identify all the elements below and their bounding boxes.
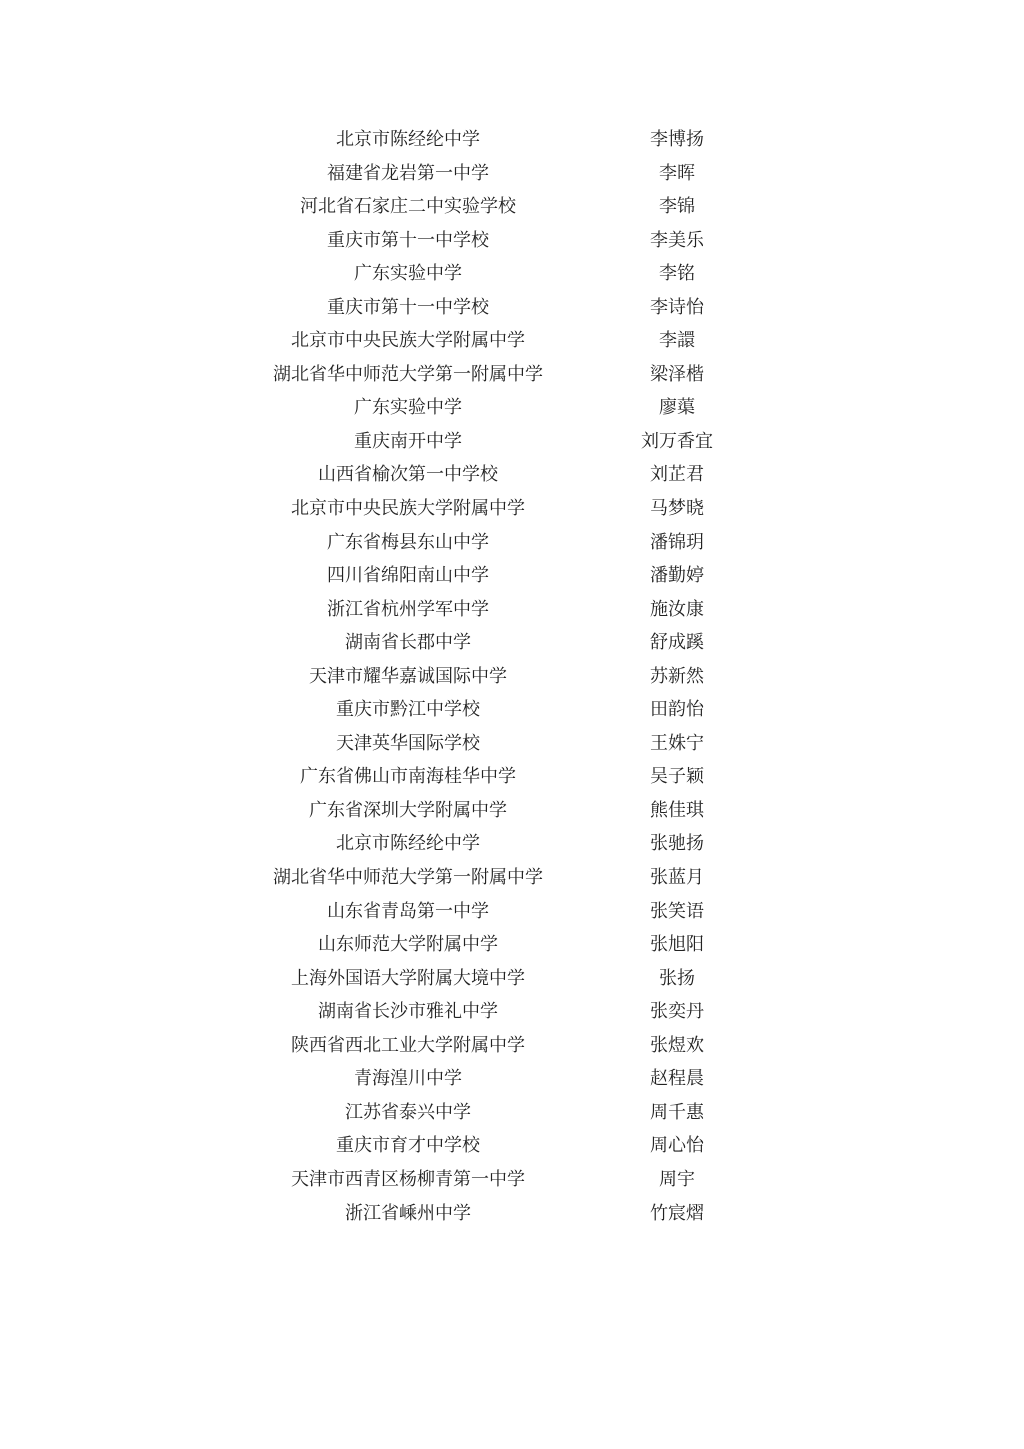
student-name: 李博扬 xyxy=(650,129,704,150)
school-name: 重庆市第十一中学校 xyxy=(327,296,489,318)
list-row xyxy=(0,257,1024,291)
list-row xyxy=(0,391,1024,425)
school-name: 广东省梅县东山中学 xyxy=(327,531,489,553)
list-row xyxy=(0,1062,1024,1096)
list-row xyxy=(0,1029,1024,1063)
student-name: 施汝康 xyxy=(650,598,704,620)
list-row xyxy=(0,794,1024,828)
school-name: 四川省绵阳南山中学 xyxy=(327,565,489,587)
student-name: 张旭阳 xyxy=(650,934,704,956)
school-name: 山东师范大学附属中学 xyxy=(318,934,498,956)
school-name: 湖北省华中师范大学第一附属中学 xyxy=(273,363,543,385)
student-name: 舒成蹊 xyxy=(650,632,704,654)
student-name: 吴子颖 xyxy=(650,766,704,788)
student-name: 张煜欢 xyxy=(650,1034,704,1056)
list-row xyxy=(0,224,1024,258)
student-name: 周心怡 xyxy=(650,1135,704,1157)
list-row xyxy=(0,157,1024,191)
student-name: 李譞 xyxy=(659,330,695,352)
student-name: 苏新然 xyxy=(650,665,704,687)
student-name: 张奕丹 xyxy=(650,1001,704,1023)
student-name: 张驰扬 xyxy=(650,833,704,855)
list-row xyxy=(0,526,1024,560)
list-row xyxy=(0,660,1024,694)
school-name: 北京市中央民族大学附属中学 xyxy=(291,498,525,520)
school-name: 湖南省长沙市雅礼中学 xyxy=(318,1001,498,1023)
school-name: 山东省青岛第一中学 xyxy=(327,900,489,922)
list-row xyxy=(0,593,1024,627)
student-name: 张笑语 xyxy=(650,900,704,922)
school-name: 河北省石家庄二中实验学校 xyxy=(300,196,516,218)
school-name: 天津市耀华嘉诚国际中学 xyxy=(309,665,507,687)
student-name: 张扬 xyxy=(659,967,695,989)
list-row xyxy=(0,760,1024,794)
list-row xyxy=(0,928,1024,962)
school-name: 北京市陈经纶中学 xyxy=(336,833,480,855)
list-row xyxy=(0,995,1024,1029)
student-name: 熊佳琪 xyxy=(650,799,704,821)
student-name: 赵程晨 xyxy=(650,1068,704,1090)
list-row xyxy=(0,425,1024,459)
list-row xyxy=(0,1129,1024,1163)
list-row xyxy=(0,1163,1024,1197)
list-row xyxy=(0,358,1024,392)
list-row xyxy=(0,492,1024,526)
school-name: 青海湟川中学 xyxy=(354,1068,462,1090)
school-name: 北京市陈经纶中学 xyxy=(336,129,480,150)
student-name: 刘万香宜 xyxy=(641,430,713,452)
list-row xyxy=(0,559,1024,593)
list-row xyxy=(0,861,1024,895)
school-name: 广东实验中学 xyxy=(354,263,462,285)
school-name: 重庆市育才中学校 xyxy=(336,1135,480,1157)
list-row xyxy=(0,827,1024,861)
school-name: 湖南省长郡中学 xyxy=(345,632,471,654)
student-name: 李美乐 xyxy=(650,229,704,251)
student-name: 刘芷君 xyxy=(650,464,704,486)
school-name: 上海外国语大学附属大境中学 xyxy=(291,967,525,989)
student-name: 李锦 xyxy=(659,196,695,218)
school-name: 广东实验中学 xyxy=(354,397,462,419)
school-name: 浙江省杭州学军中学 xyxy=(327,598,489,620)
student-name: 梁泽楷 xyxy=(650,363,704,385)
list-row xyxy=(0,324,1024,358)
list-row xyxy=(0,693,1024,727)
student-name: 廖蕖 xyxy=(659,397,695,419)
school-name: 天津市西青区杨柳青第一中学 xyxy=(291,1168,525,1190)
list-row xyxy=(0,1096,1024,1130)
school-name: 重庆南开中学 xyxy=(354,430,462,452)
list-row xyxy=(0,458,1024,492)
list-row xyxy=(0,291,1024,325)
list-row xyxy=(0,962,1024,996)
school-name: 广东省深圳大学附属中学 xyxy=(309,799,507,821)
student-name: 周千惠 xyxy=(650,1101,704,1123)
student-name: 潘锦玥 xyxy=(650,531,704,553)
student-name: 李铭 xyxy=(659,263,695,285)
school-name-list xyxy=(0,123,1024,1230)
school-name: 山西省榆次第一中学校 xyxy=(318,464,498,486)
list-row xyxy=(0,190,1024,224)
student-name: 李晖 xyxy=(659,162,695,184)
list-row xyxy=(0,727,1024,761)
list-row xyxy=(0,626,1024,660)
school-name: 重庆市黔江中学校 xyxy=(336,699,480,721)
student-name: 李诗怡 xyxy=(650,296,704,318)
school-name: 陕西省西北工业大学附属中学 xyxy=(291,1034,525,1056)
school-name: 浙江省嵊州中学 xyxy=(345,1202,471,1224)
list-row xyxy=(0,1197,1024,1231)
school-name: 福建省龙岩第一中学 xyxy=(327,162,489,184)
school-name: 广东省佛山市南海桂华中学 xyxy=(300,766,516,788)
school-name: 天津英华国际学校 xyxy=(336,732,480,754)
student-name: 马梦晓 xyxy=(650,498,704,520)
school-name: 江苏省泰兴中学 xyxy=(345,1101,471,1123)
student-name: 潘勤婷 xyxy=(650,565,704,587)
school-name: 重庆市第十一中学校 xyxy=(327,229,489,251)
student-name: 王姝宁 xyxy=(650,732,704,754)
school-name: 北京市中央民族大学附属中学 xyxy=(291,330,525,352)
school-name: 湖北省华中师范大学第一附属中学 xyxy=(273,867,543,889)
list-row xyxy=(0,895,1024,929)
student-name: 田韵怡 xyxy=(650,699,704,721)
student-name: 张蓝月 xyxy=(650,867,704,889)
student-name: 周宇 xyxy=(659,1168,695,1190)
list-row xyxy=(0,123,1024,157)
student-name: 竹宸熠 xyxy=(650,1202,704,1224)
